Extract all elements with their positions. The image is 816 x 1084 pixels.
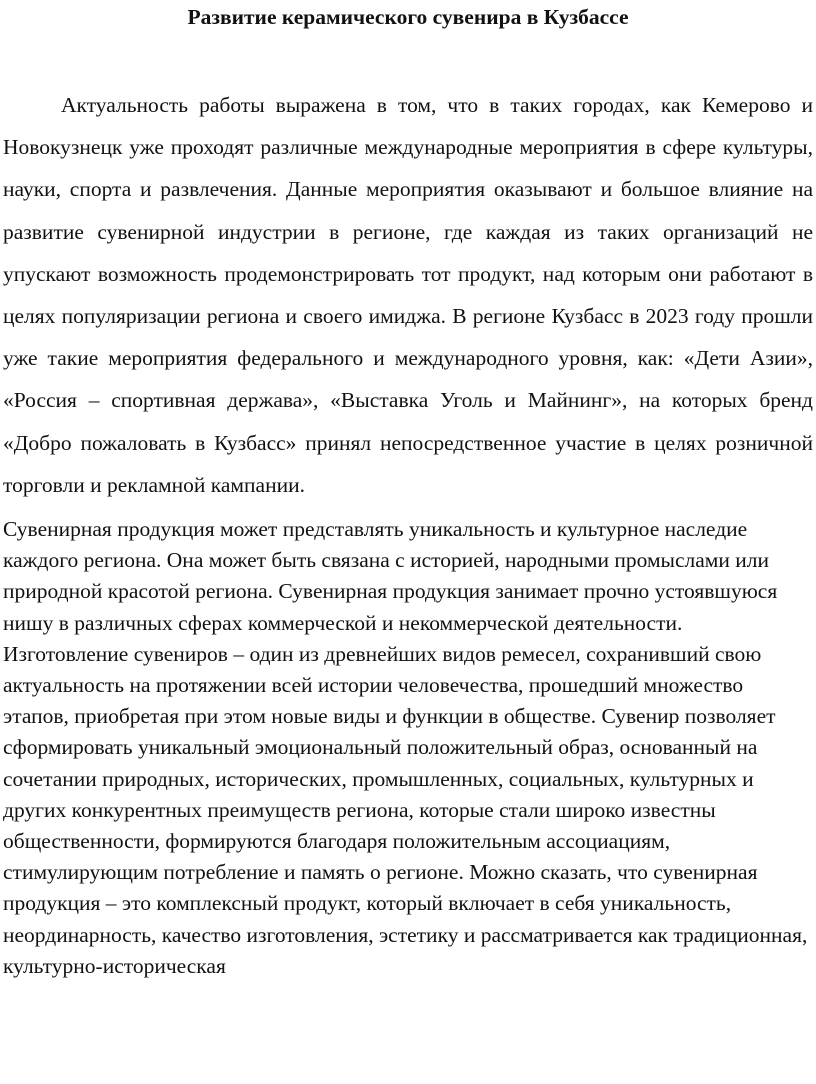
paragraph-relevance: Актуальность работы выражена в том, что в таких городах, как Кемерово и Новокузнецк уже проходят различные международные мероприятия в сфере культуры, науки, спорта и развлечения. Данные мероприятия оказывают и большое влияние на развитие сувенирной индустрии в регионе, где каждая из таких организаций не упускают возможность продемонстрировать тот продукт, над которым они работают в целях популяризации региона и своего имиджа. В регионе Кузбасс в 2023 году прошли уже такие мероприятия федерального и международного уровня, как: «Дети Азии», «Россия – спортивная держава», «Выставка Уголь и Майнинг», на которых бренд «Добро пожаловать в Кузбасс» принял непосредственное участие в целях розничной торговли и рекламной кампании. <box>3 93 813 497</box>
document-title: Развитие керамического сувенира в Кузбассе <box>187 5 629 29</box>
paragraph-souvenir-products: Сувенирная продукция может представлять уникальность и культурное наследие каждого региона. Она может быть связана с историей, народными промыслами или природной красотой региона. Сувенирная продукция занимает прочно устоявшуюся нишу в различных сферах коммерческой и некоммерческой деятельности. Изготовление сувениров – один из древнейших видов ремесел, сохранивший свою актуальность на протяжении всей истории человечества, прошедший множество этапов, приобретая при этом новые виды и функции в обществе. Сувенир позволяет сформировать уникальный эмоциональный положительный образ, основанный на сочетании природных, исторических, промышленных, социальных, культурных и других конкурентных преимуществ региона, которые стали широко известны общественности, формируются благодаря положительным ассоциациям, стимулирующим потребление и память о регионе. Можно сказать, что сувенирная продукция – это комплексный продукт, который включает в себя уникальность, неординарность, качество изготовления, эстетику и рассматривается как традиционная, культурно-историческая <box>3 517 808 978</box>
